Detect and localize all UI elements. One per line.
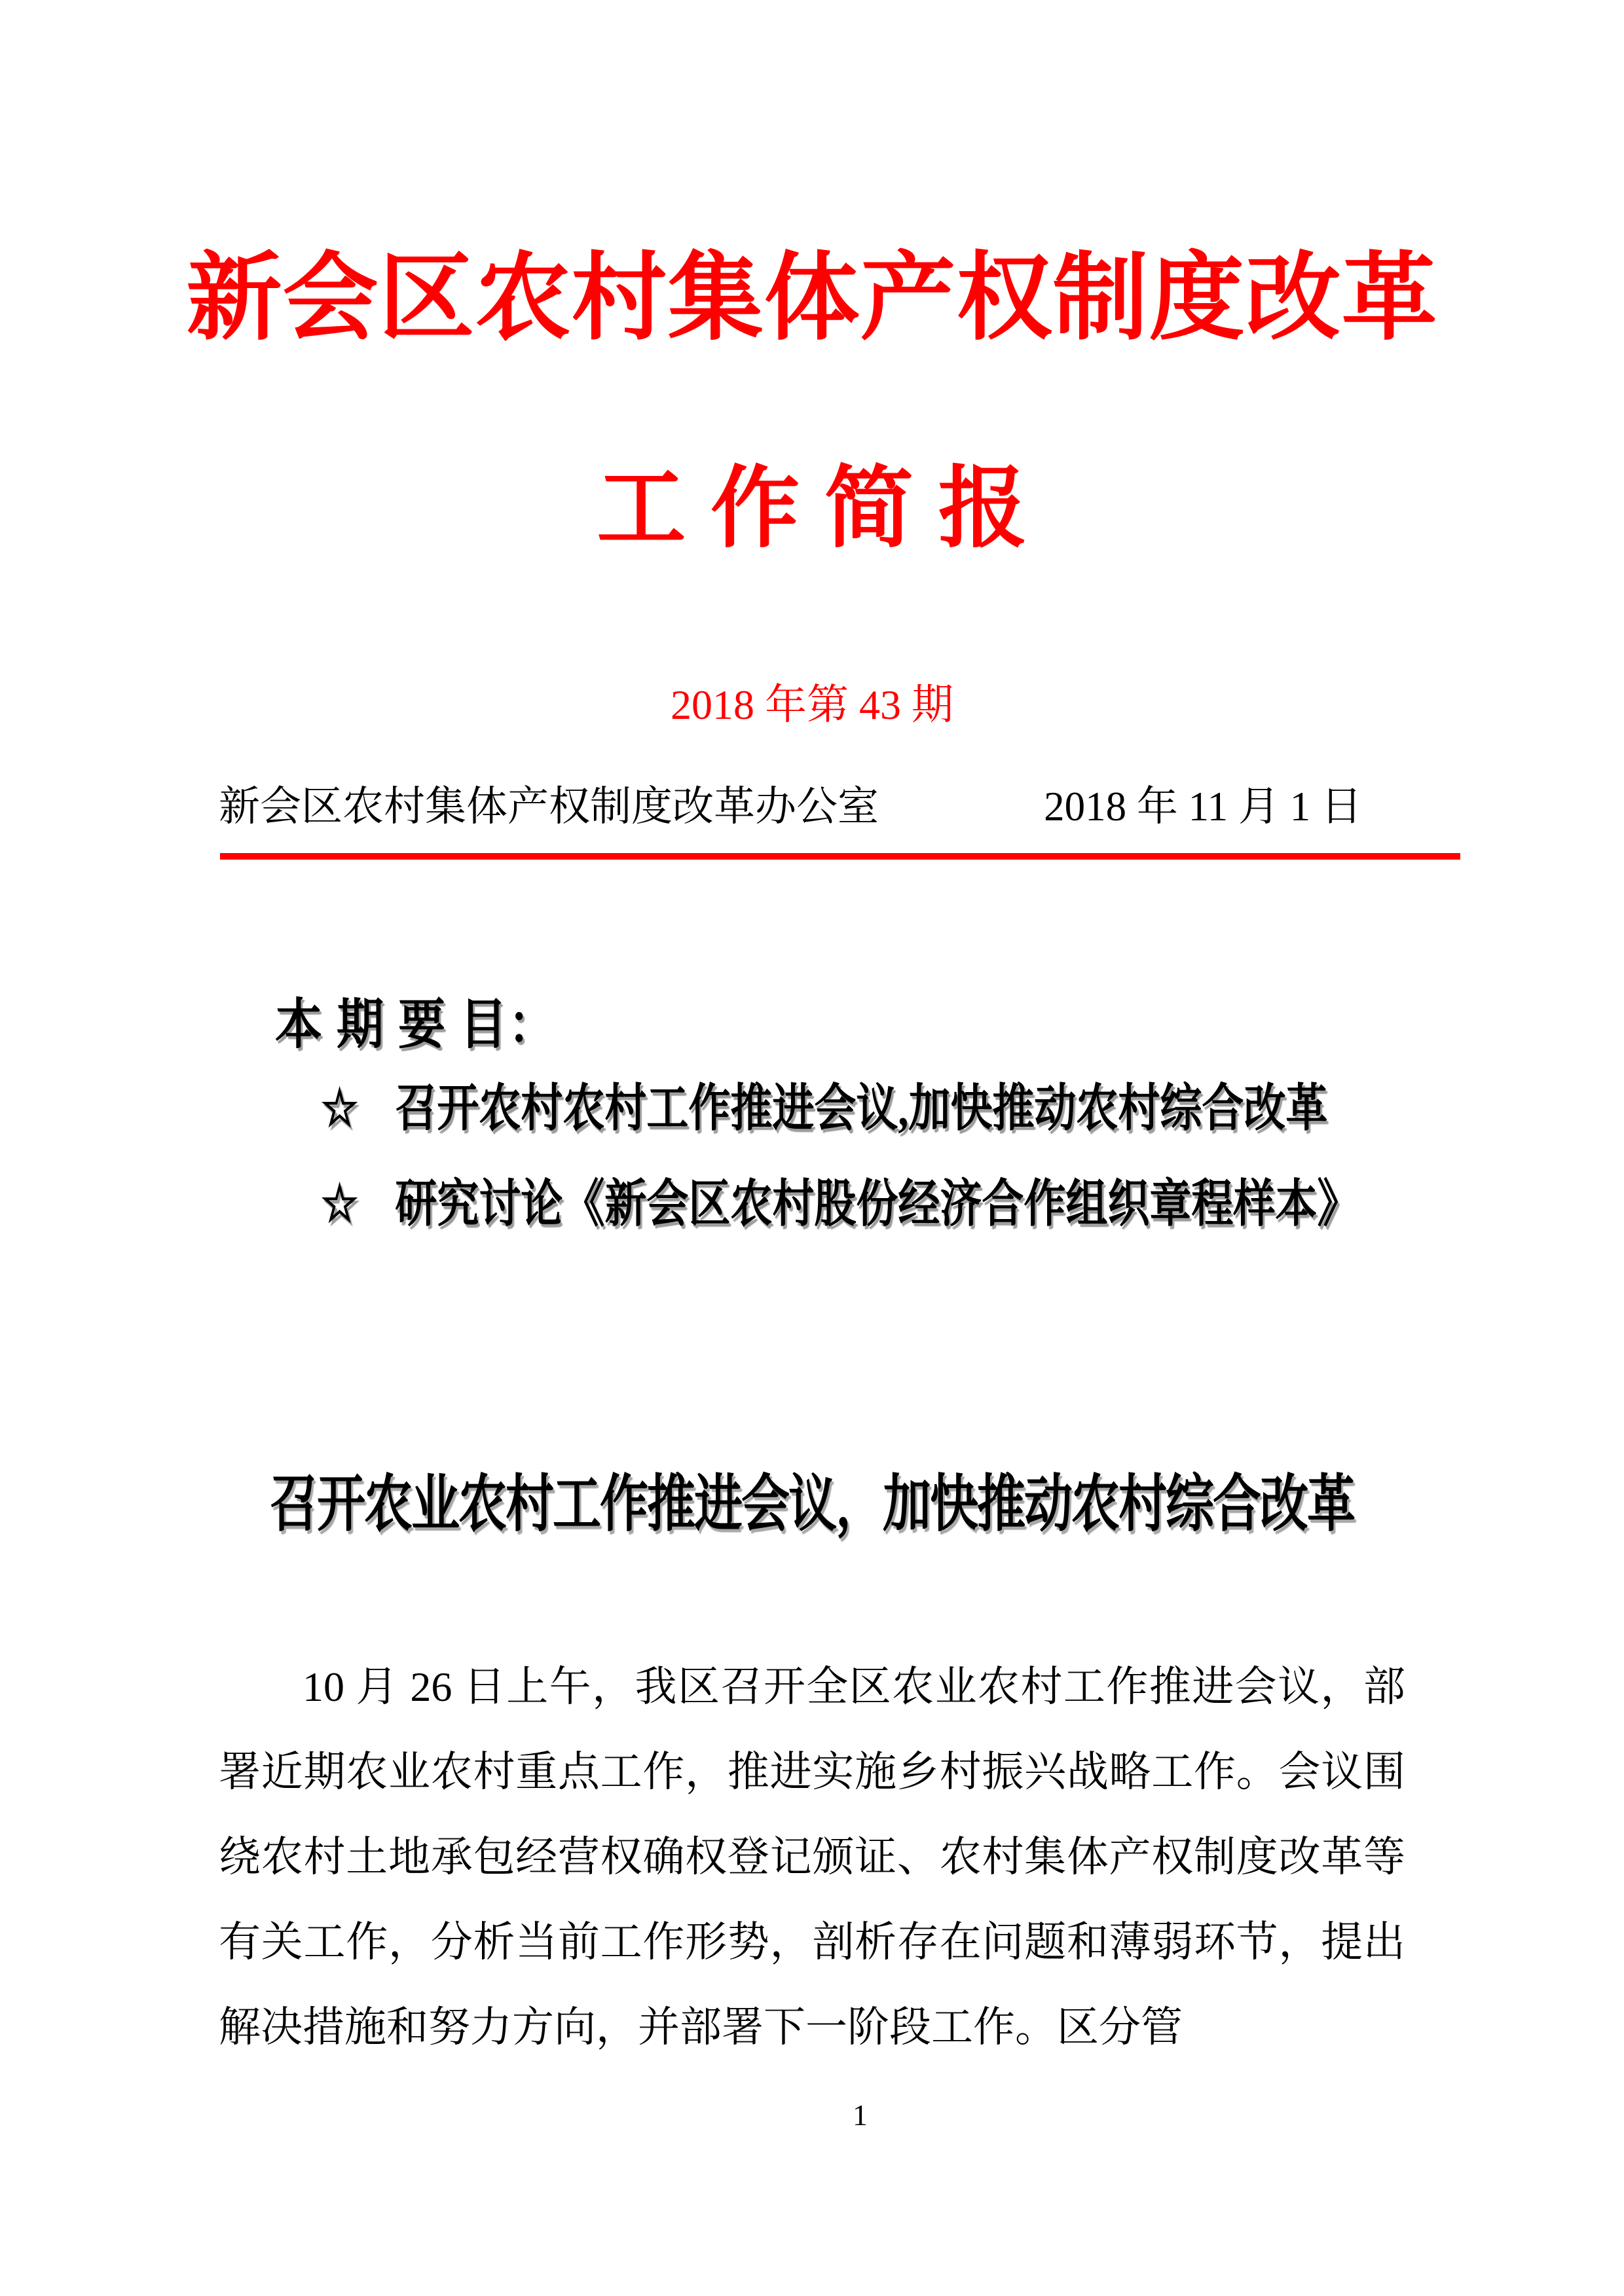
- masthead-title-line-2: 工 作 简 报: [597, 458, 1027, 558]
- star-icon: ☆: [321, 1175, 359, 1233]
- toc-item-text: 研究讨论《新会区农村股份经济合作组织章程样本》: [395, 1175, 1359, 1233]
- article-title: 召开农业农村工作推进会议，加快推动农村综合改革: [270, 1468, 1354, 1539]
- toc-item: [321, 1177, 1359, 1231]
- issue-number: 2018 年第 43 期: [671, 682, 953, 728]
- masthead-title-line-1: 新会区农村集体产权制度改革: [186, 244, 1438, 351]
- page-number: 1: [853, 2098, 868, 2132]
- toc-item: [321, 1082, 1327, 1135]
- publish-date: 2018 年 11 月 1 日: [1044, 784, 1362, 829]
- article-body: 10 月 26 日上午，我区召开全区农业农村工作推进会议，部署近期农业农村重点工作，推进实施乡村振兴战略工作。会议围绕农村土地承包经营权确权登记颁证、农村集体产权制度改革等有关工作，分析当前工作形势，剖析存在问题和薄弱环节，提出解决措施和努力方向，并部署下一阶段工作。区分管: [219, 1664, 1405, 2050]
- red-divider-rule: [220, 853, 1460, 860]
- star-icon: ☆: [321, 1080, 359, 1137]
- publisher-name: 新会区农村集体产权制度改革办公室: [219, 784, 879, 829]
- toc-heading: 本 期 要 目：: [275, 994, 557, 1055]
- toc-item-text: 召开农村农村工作推进会议,加快推动农村综合改革: [395, 1080, 1328, 1137]
- publication-row: [219, 784, 1405, 829]
